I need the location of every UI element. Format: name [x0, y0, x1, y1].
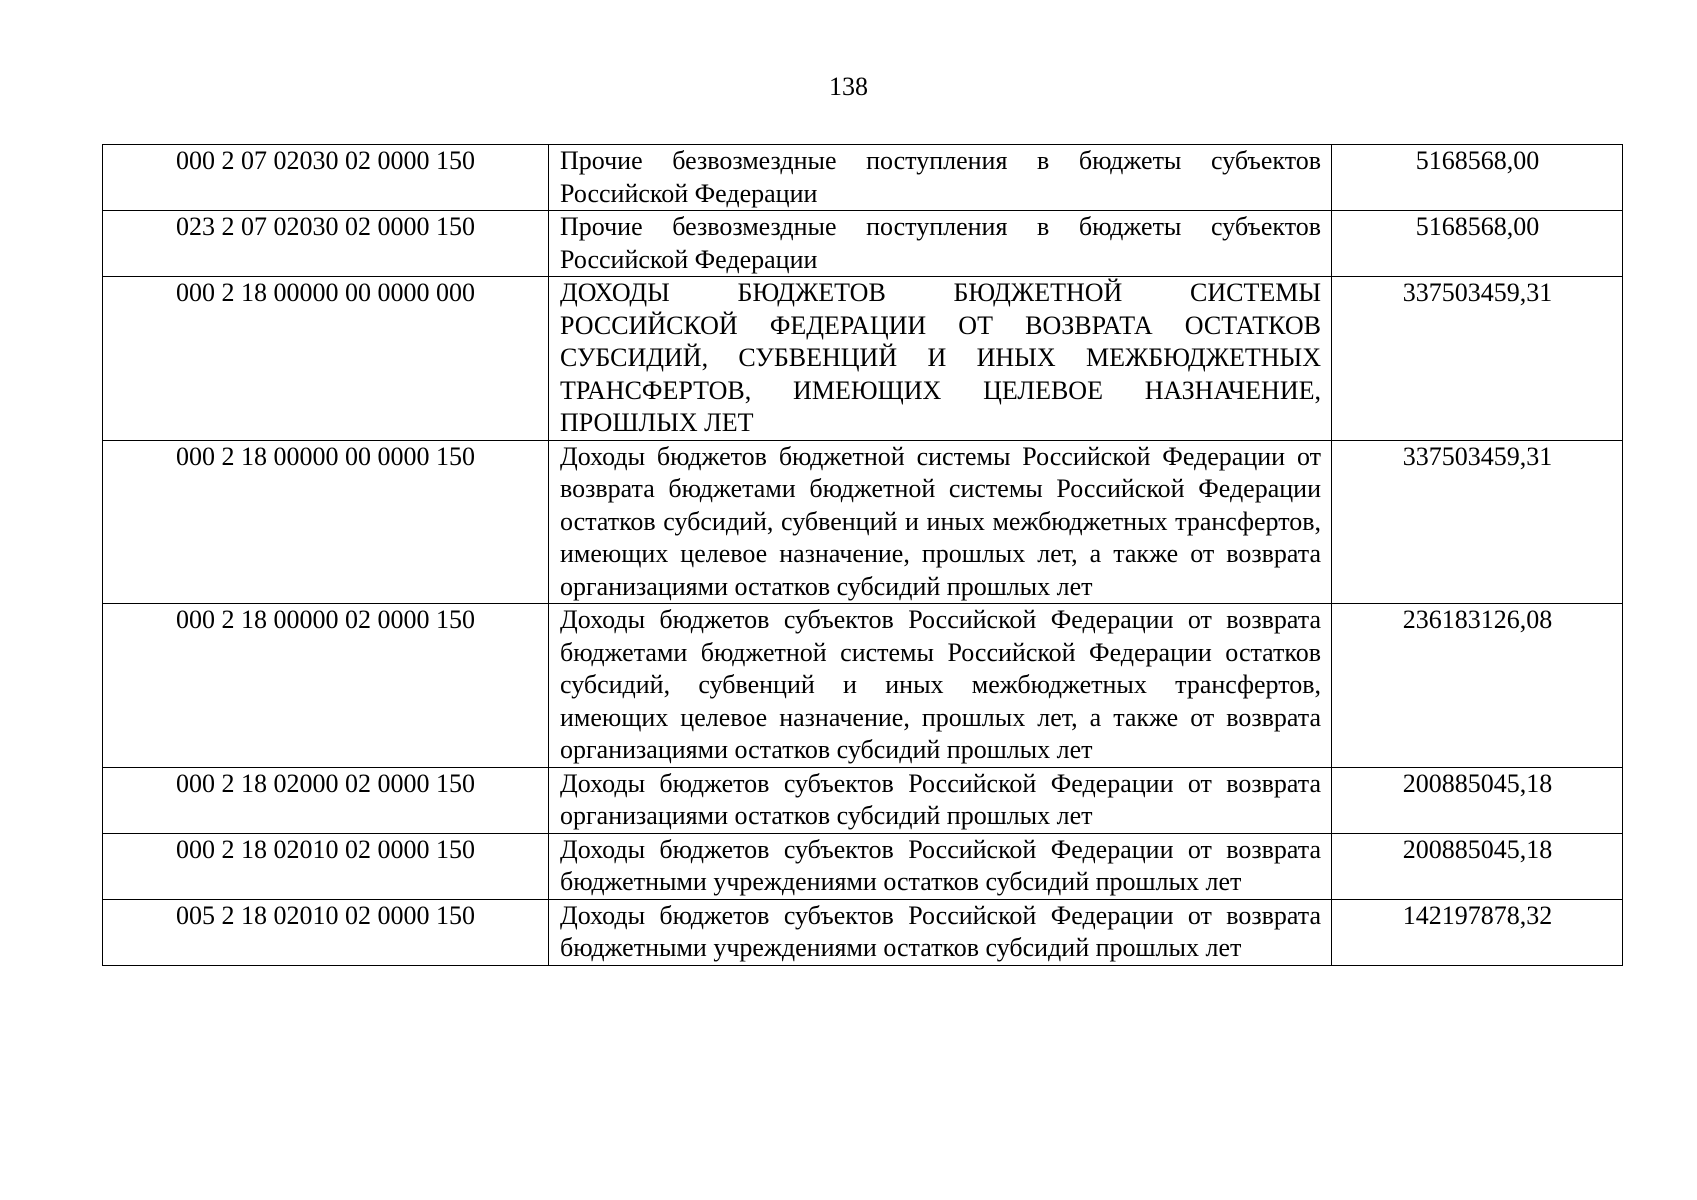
amount-cell: 200885045,18 — [1332, 767, 1623, 833]
amount-cell: 5168568,00 — [1332, 211, 1623, 277]
table-row — [103, 440, 1623, 604]
amount-cell: 236183126,08 — [1332, 604, 1623, 768]
amount-cell: 5168568,00 — [1332, 145, 1623, 211]
description-cell: Прочие безвозмездные поступления в бюджеты субъектов Российской Федерации — [549, 211, 1332, 277]
budget-code-cell: 000 2 18 00000 00 0000 000 — [103, 277, 549, 441]
table-row — [103, 145, 1623, 211]
amount-cell: 142197878,32 — [1332, 899, 1623, 965]
description-cell: Доходы бюджетов субъектов Российской Федерации от возврата бюджетными учреждениями остатков субсидий прошлых лет — [549, 833, 1332, 899]
budget-revenue-table — [102, 144, 1623, 966]
description-cell: Прочие безвозмездные поступления в бюджеты субъектов Российской Федерации — [549, 145, 1332, 211]
table-row — [103, 604, 1623, 768]
budget-code-cell: 000 2 18 00000 02 0000 150 — [103, 604, 549, 768]
amount-cell: 337503459,31 — [1332, 277, 1623, 441]
table-row — [103, 899, 1623, 965]
description-cell: Доходы бюджетов субъектов Российской Федерации от возврата бюджетами бюджетной системы Российской Федерации остатков субсидий, субвенций и иных межбюджетных трансфертов, имеющих целевое назначение, прошлых лет, а также от возврата организациями остатков субсидий прошлых лет — [549, 604, 1332, 768]
budget-code-cell: 000 2 18 02000 02 0000 150 — [103, 767, 549, 833]
table-row — [103, 767, 1623, 833]
description-cell: Доходы бюджетов субъектов Российской Федерации от возврата бюджетными учреждениями остатков субсидий прошлых лет — [549, 899, 1332, 965]
budget-code-cell: 000 2 07 02030 02 0000 150 — [103, 145, 549, 211]
description-cell: Доходы бюджетов бюджетной системы Российской Федерации от возврата бюджетами бюджетной системы Российской Федерации остатков субсидий, субвенций и иных межбюджетных трансфертов, имеющих целевое назначение, прошлых лет, а также от возврата организациями остатков субсидий прошлых лет — [549, 440, 1332, 604]
budget-code-cell: 005 2 18 02010 02 0000 150 — [103, 899, 549, 965]
table-row — [103, 277, 1623, 441]
amount-cell: 200885045,18 — [1332, 833, 1623, 899]
table-row — [103, 833, 1623, 899]
budget-code-cell: 023 2 07 02030 02 0000 150 — [103, 211, 549, 277]
budget-code-cell: 000 2 18 00000 00 0000 150 — [103, 440, 549, 604]
description-cell: Доходы бюджетов субъектов Российской Федерации от возврата организациями остатков субсидий прошлых лет — [549, 767, 1332, 833]
budget-code-cell: 000 2 18 02010 02 0000 150 — [103, 833, 549, 899]
description-cell: ДОХОДЫ БЮДЖЕТОВ БЮДЖЕТНОЙ СИСТЕМЫ РОССИЙСКОЙ ФЕДЕРАЦИИ ОТ ВОЗВРАТА ОСТАТКОВ СУБСИДИЙ, СУБВЕНЦИЙ И ИНЫХ МЕЖБЮДЖЕТНЫХ ТРАНСФЕРТОВ, ИМЕЮЩИХ ЦЕЛЕВОЕ НАЗНАЧЕНИЕ, ПРОШЛЫХ ЛЕТ — [549, 277, 1332, 441]
page-number: 138 — [829, 72, 868, 101]
amount-cell: 337503459,31 — [1332, 440, 1623, 604]
table-row — [103, 211, 1623, 277]
